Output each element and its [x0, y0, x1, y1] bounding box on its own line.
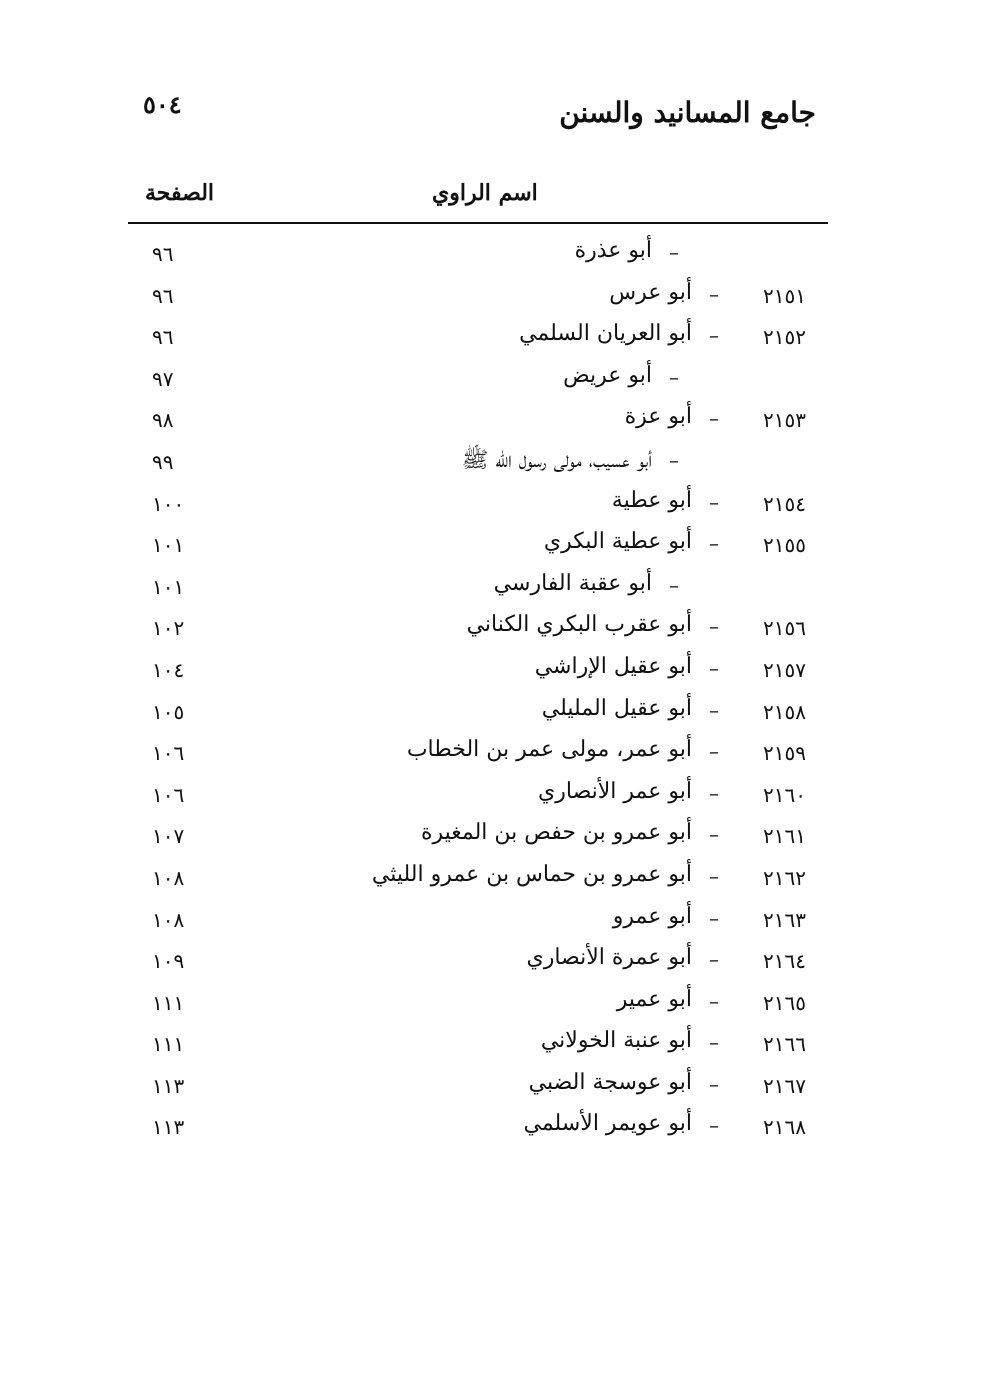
row-entry-number: ٢١٥٩	[763, 741, 806, 766]
row-dash: –	[709, 614, 719, 639]
row-entry-number: ٢١٦٢	[763, 865, 806, 890]
index-row	[0, 571, 984, 613]
row-narrator-name: أبو عذرة	[574, 238, 652, 263]
narrator-index-list	[0, 238, 984, 1153]
row-dash: –	[709, 531, 719, 556]
row-entry-number: ٢١٦٧	[763, 1073, 806, 1098]
row-page-number: ١٠١	[152, 574, 185, 599]
row-page-number: ٩٩	[152, 449, 174, 474]
row-page-number: ٩٦	[152, 283, 174, 308]
row-entry-number: ٢١٥٥	[763, 533, 806, 558]
row-page-number: ١١١	[152, 1032, 185, 1057]
row-narrator-name: أبو عطية البكري	[543, 529, 692, 555]
row-entry-number: ٢١٥٢	[763, 325, 806, 350]
index-row	[0, 1111, 984, 1153]
row-dash: –	[709, 739, 719, 764]
row-page-number: ١١١	[152, 990, 185, 1015]
index-row	[0, 696, 984, 738]
index-row	[0, 862, 984, 904]
index-row	[0, 529, 984, 571]
row-dash: –	[709, 1071, 719, 1096]
row-dash: –	[709, 281, 719, 306]
page-number: ٥٠٤	[143, 90, 182, 119]
row-page-number: ١٠٢	[152, 616, 185, 641]
row-narrator-name: أبو عقرب البكري الكناني	[466, 612, 692, 638]
index-row	[0, 238, 984, 280]
row-dash: –	[709, 1030, 719, 1055]
index-row	[0, 363, 984, 405]
index-row	[0, 612, 984, 654]
index-row	[0, 779, 984, 821]
index-row	[0, 987, 984, 1029]
index-row	[0, 488, 984, 530]
row-narrator-name: أبو عقبة الفارسي	[493, 570, 652, 596]
row-narrator-name: أبو عمرو بن حفص بن المغيرة	[420, 820, 692, 846]
row-dash: –	[709, 780, 719, 805]
row-dash: –	[669, 572, 679, 597]
row-dash: –	[709, 489, 719, 514]
row-narrator-name: أبو عمرو	[612, 903, 692, 929]
row-entry-number: ٢١٦٥	[763, 990, 806, 1015]
row-entry-number: ٢١٥٤	[763, 491, 806, 516]
index-row	[0, 904, 984, 946]
row-page-number: ١٠٩	[152, 949, 185, 974]
row-dash: –	[709, 863, 719, 888]
row-page-number: ١٠٥	[152, 699, 185, 724]
row-entry-number: ٢١٦٨	[763, 1115, 806, 1140]
row-entry-number: ٢١٥٨	[763, 699, 806, 724]
row-dash: –	[709, 988, 719, 1013]
row-dash: –	[709, 406, 719, 431]
row-dash: –	[669, 447, 679, 472]
row-narrator-name: أبو عنبة الخولاني	[540, 1028, 692, 1054]
book-title: جامع المسانيد والسنن	[559, 96, 816, 129]
row-entry-number: ٢١٥٣	[763, 408, 806, 433]
row-entry-number: ٢١٦١	[763, 824, 806, 849]
row-page-number: ١٠٨	[152, 865, 185, 890]
row-narrator-name: أبو عوسجة الضبي	[528, 1069, 692, 1095]
index-row	[0, 737, 984, 779]
row-narrator-name: أبو عرس	[609, 279, 692, 305]
row-page-number: ٩٧	[152, 366, 174, 391]
row-page-number: ١١٣	[152, 1115, 185, 1140]
row-dash: –	[709, 822, 719, 847]
index-row	[0, 404, 984, 446]
row-narrator-name: أبو عويمر الأسلمي	[523, 1111, 692, 1137]
row-dash: –	[669, 364, 679, 389]
row-dash: –	[709, 323, 719, 348]
index-row	[0, 945, 984, 987]
row-entry-number: ٢١٦٠	[763, 782, 806, 807]
row-page-number: ١٠٧	[152, 824, 185, 849]
row-narrator-name: أبو عسيب، مولى رسول الله ﷺ	[461, 447, 652, 473]
row-page-number: ١٠١	[152, 533, 185, 558]
row-entry-number: ٢١٥٦	[763, 616, 806, 641]
row-dash: –	[669, 240, 679, 264]
row-entry-number: ٢١٦٦	[763, 1032, 806, 1057]
row-page-number: ٩٦	[152, 242, 174, 266]
index-row	[0, 654, 984, 696]
row-dash: –	[709, 697, 719, 722]
row-page-number: ١٠٨	[152, 907, 185, 932]
row-narrator-name: أبو عمرة الأنصاري	[526, 945, 692, 971]
row-page-number: ١١٣	[152, 1073, 185, 1098]
row-page-number: ١٠٦	[152, 741, 185, 766]
row-entry-number: ٢١٦٣	[763, 907, 806, 932]
row-page-number: ٩٦	[152, 325, 174, 350]
narrator-name-header: اسم الراوي	[432, 180, 538, 206]
row-page-number: ٩٨	[152, 408, 174, 433]
row-dash: –	[709, 905, 719, 930]
row-page-number: ١٠٦	[152, 782, 185, 807]
index-row	[0, 321, 984, 363]
row-dash: –	[709, 1113, 719, 1138]
index-row	[0, 820, 984, 862]
header-divider	[128, 222, 828, 224]
row-narrator-name: أبو العريان السلمي	[519, 321, 692, 347]
row-narrator-name: أبو عمير	[616, 986, 692, 1012]
row-entry-number: ٢١٦٤	[763, 949, 806, 974]
row-dash: –	[709, 655, 719, 680]
row-narrator-name: أبو عقيل المليلي	[541, 695, 692, 721]
row-dash: –	[709, 947, 719, 972]
index-row	[0, 280, 984, 322]
row-page-number: ١٠٤	[152, 657, 185, 682]
index-row	[0, 1070, 984, 1112]
row-narrator-name: أبو عمرو بن حماس بن عمرو الليثي	[371, 861, 692, 887]
row-narrator-name: أبو عمر، مولى عمر بن الخطاب	[406, 737, 692, 763]
row-narrator-name: أبو عقيل الإراشي	[534, 653, 692, 679]
page-column-header: الصفحة	[145, 180, 215, 206]
row-narrator-name: أبو عطية	[611, 487, 692, 513]
row-entry-number: ٢١٥٧	[763, 657, 806, 682]
row-narrator-name: أبو عمر الأنصاري	[538, 778, 692, 804]
index-row	[0, 446, 984, 488]
row-entry-number: ٢١٥١	[763, 283, 806, 308]
index-row	[0, 1028, 984, 1070]
row-narrator-name: أبو عريض	[563, 362, 652, 388]
row-narrator-name: أبو عزة	[624, 404, 692, 430]
row-page-number: ١٠٠	[152, 491, 185, 516]
